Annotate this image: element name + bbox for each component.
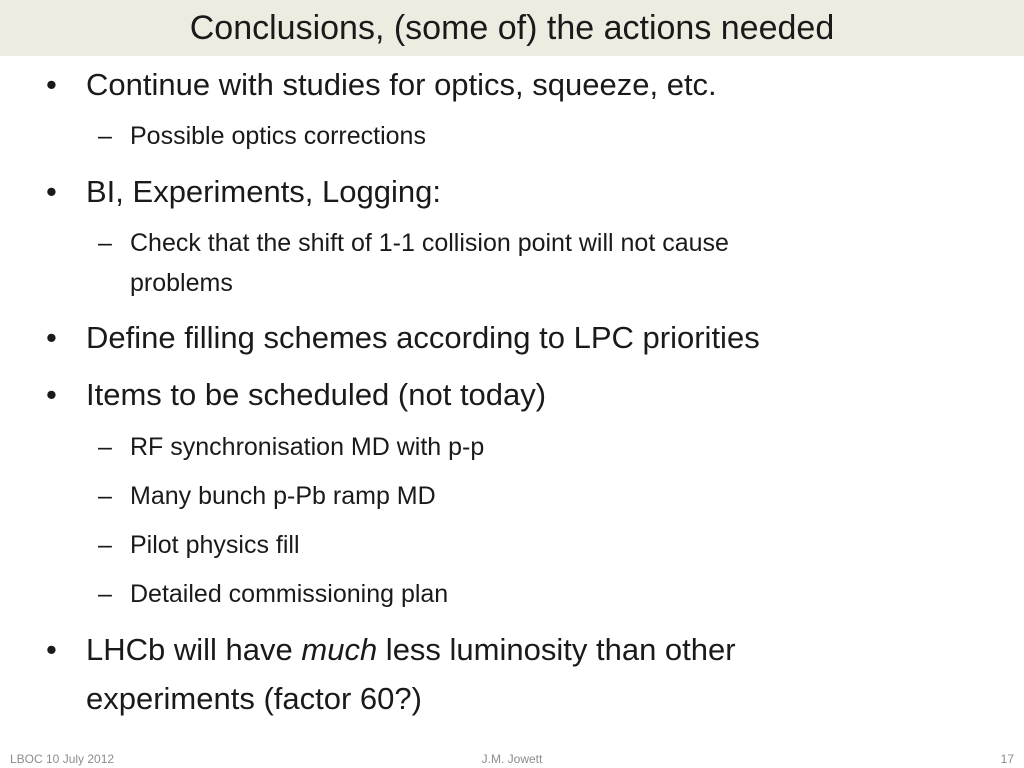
emphasis-text: much: [301, 632, 378, 667]
bullet-item: Continue with studies for optics, squeeze, etc.: [86, 67, 717, 102]
sub-bullet-item: RF synchronisation MD with p-p: [130, 433, 485, 461]
dash-icon: –: [98, 531, 112, 559]
sub-bullet-item: Detailed commissioning plan: [130, 580, 449, 608]
bullet-text-pre: LHCb will have: [86, 632, 302, 667]
footer-date: LBOC 10 July 2012: [10, 752, 115, 766]
bullet-icon: •: [46, 377, 57, 412]
dash-icon: –: [98, 482, 112, 510]
bullet-text-post: less luminosity than other: [377, 632, 736, 667]
sub-bullet-item: Many bunch p-Pb ramp MD: [130, 482, 436, 510]
bullet-icon: •: [46, 632, 57, 667]
footer-author: J.M. Jowett: [481, 752, 543, 766]
dash-icon: –: [98, 229, 112, 257]
dash-icon: –: [98, 433, 112, 461]
slide-title: Conclusions, (some of) the actions needed: [189, 9, 835, 47]
bullet-icon: •: [46, 67, 57, 102]
bullet-item: Define filling schemes according to LPC priorities: [86, 320, 760, 355]
bullet-item-continuation: experiments (factor 60?): [86, 681, 422, 716]
bullet-item: [86, 631, 736, 669]
dash-icon: –: [98, 580, 112, 608]
bullet-item: Items to be scheduled (not today): [86, 377, 547, 412]
bullet-icon: •: [46, 320, 57, 355]
sub-bullet-item: Check that the shift of 1-1 collision point will not cause: [130, 229, 729, 257]
bullet-item: BI, Experiments, Logging:: [86, 174, 441, 209]
sub-bullet-item: Pilot physics fill: [130, 531, 300, 559]
dash-icon: –: [98, 122, 112, 150]
bullet-icon: •: [46, 174, 57, 209]
sub-bullet-item: Possible optics corrections: [130, 122, 426, 150]
sub-bullet-item-continuation: problems: [130, 269, 233, 297]
footer-page-number: 17: [1000, 752, 1014, 766]
